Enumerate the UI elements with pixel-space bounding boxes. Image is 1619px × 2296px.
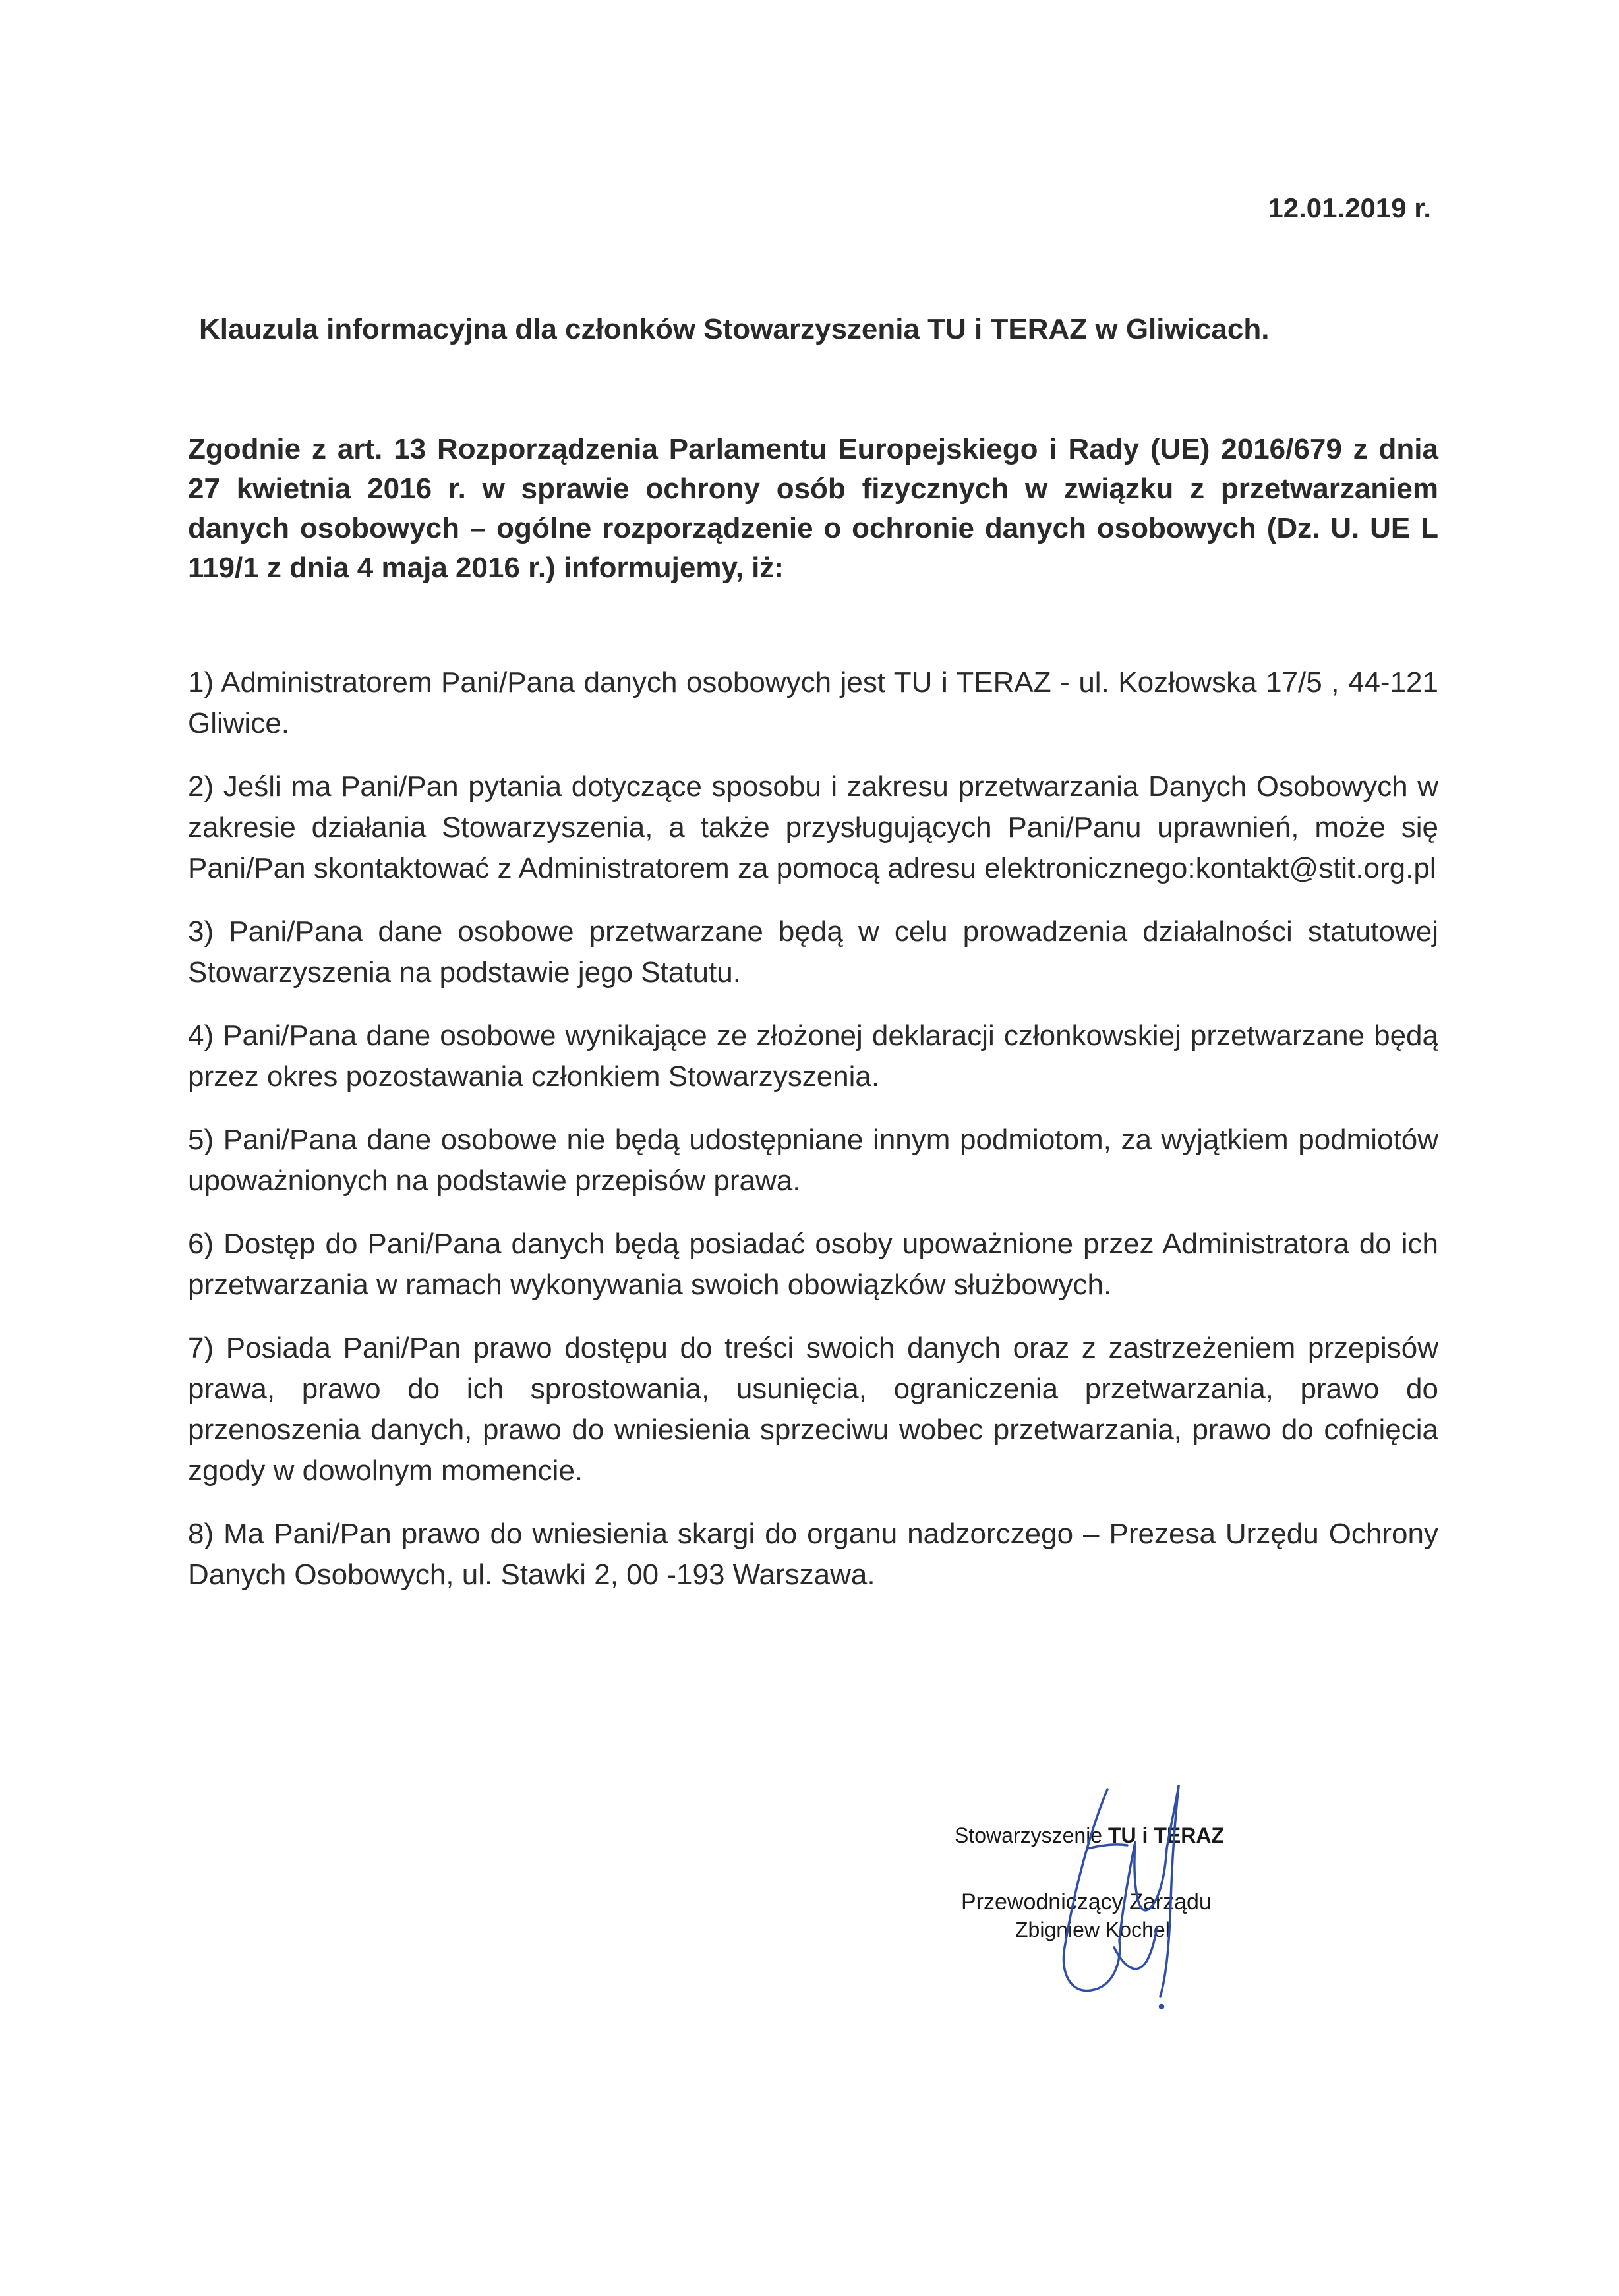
information-point: 1) Administratorem Pani/Pana danych osobowych jest TU i TERAZ - ul. Kozłowska 17/5 , 44-121 Gliwice.	[188, 666, 1438, 739]
stamp-person-name: Zbigniew Kochel	[1015, 1918, 1170, 1941]
information-point: 3) Pani/Pana dane osobowe przetwarzane będą w celu prowadzenia działalności statutowej Stowarzyszenia na podstawie jego Statutu.	[188, 915, 1438, 989]
information-point: 4) Pani/Pana dane osobowe wynikające ze złożonej deklaracji członkowskiej przetwarzane będą przez okres pozostawania członkiem Stowarzyszenia.	[188, 1019, 1438, 1093]
handwritten-signature	[949, 1750, 1292, 2013]
document-date: 12.01.2019 r.	[1268, 192, 1431, 223]
information-point: 2) Jeśli ma Pani/Pan pytania dotyczące sposobu i zakresu przetwarzania Danych Osobowych w zakresie działania Stowarzyszenia, a także przysługujących Pani/Panu uprawnień, może się Pani/Pan skontaktować z Administratorem za pomocą adresu elektronicznego:kontakt@stit.org.pl	[188, 770, 1438, 884]
signature-stamp-block	[949, 1750, 1292, 2013]
information-point: 7) Posiada Pani/Pan prawo dostępu do treści swoich danych oraz z zastrzeżeniem przepisów prawa, prawo do ich sprostowania, usunięcia, ograniczenia przetwarzania, prawo do przenoszenia danych, prawo do wniesienia sprzeciwu wobec przetwarzania, prawo do cofnięcia zgody w dowolnym momencie.	[188, 1332, 1438, 1487]
stamp-org-name: TU i TERAZ	[1107, 1823, 1224, 1847]
stamp-org-prefix: Stowarzyszenie	[955, 1823, 1103, 1847]
legal-basis-intro: Zgodnie z art. 13 Rozporządzenia Parlamentu Europejskiego i Rady (UE) 2016/679 z dnia 27 kwietnia 2016 r. w sprawie ochrony osób fizycznych w związku z przetwarzaniem danych osobowych – ogólne rozporządzenie o ochronie danych osobowych (Dz. U. UE L 119/1 z dnia 4 maja 2016 r.) informujemy, iż:	[188, 433, 1438, 584]
document-title: Klauzula informacyjna dla członków Stowarzyszenia TU i TERAZ w Gliwicach.	[199, 313, 1270, 345]
information-point: 5) Pani/Pana dane osobowe nie będą udostępniane innym podmiotom, za wyjątkiem podmiotów upoważnionych na podstawie przepisów prawa.	[188, 1124, 1438, 1197]
information-point: 8) Ma Pani/Pan prawo do wniesienia skargi do organu nadzorczego – Prezesa Urzędu Ochrony Danych Osobowych, ul. Stawki 2, 00 -193 Warszawa.	[188, 1518, 1438, 1591]
stamp-role: Przewodniczący Zarządu	[961, 1889, 1212, 1914]
information-points-list	[188, 662, 1438, 1618]
information-point: 6) Dostęp do Pani/Pana danych będą posiadać osoby upoważnione przez Administratora do ich przetwarzania w ramach wykonywania swoich obowiązków służbowych.	[188, 1228, 1438, 1301]
